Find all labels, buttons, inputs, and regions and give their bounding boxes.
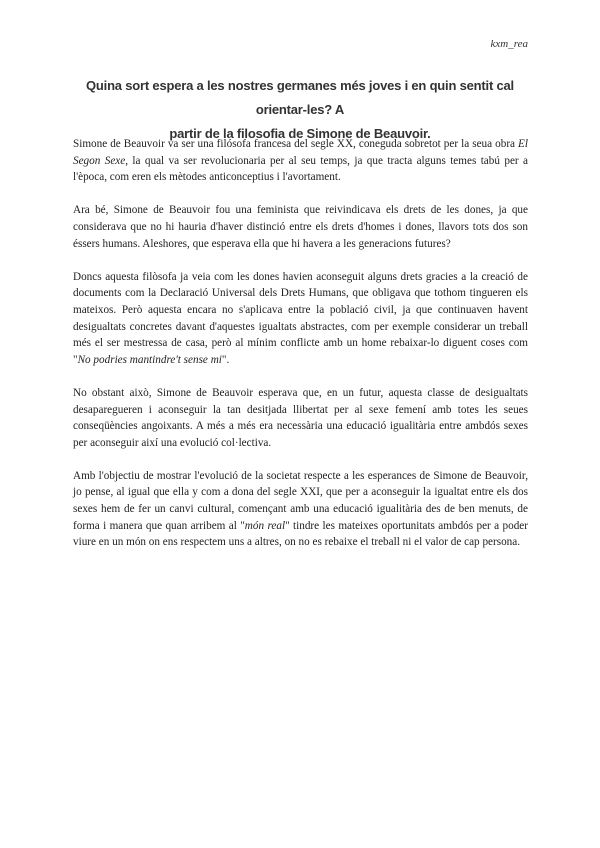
- paragraph-3-text-b: ".: [221, 353, 230, 366]
- header-tag: kxm_rea: [490, 38, 528, 50]
- paragraph-1-text-b: , la qual va ser revolucionaria per al seu temps, ja que tracta alguns temes tabú per a l'època, com eren els mètodes anticonceptius i l'avortament.: [73, 154, 528, 184]
- title-line-1: Quina sort espera a les nostres germanes més joves i en quin sentit cal orientar-les? A: [86, 78, 514, 117]
- quote-no-podries: No podries mantindre't sense mi: [77, 353, 222, 366]
- paragraph-5-text-b: " tindre les mateixes oportunitats ambdós per a poder viure en un món on ens respectem uns a altres, on no es rebaixe el treball ni el valor de cap persona.: [73, 519, 528, 549]
- quote-mon-real: món real: [244, 519, 286, 532]
- paragraph-1-text-a: Simone de Beauvoir va ser una filósofa francesa del segle XX, coneguda sobretot per la seua obra: [73, 138, 519, 150]
- paragraph-5: [73, 468, 528, 551]
- paragraph-2: Ara bé, Simone de Beauvoir fou una feminista que reivindicava els drets de les dones, ja que considerava que no hi hauria d'haver distinció entre els drets d'homes i dones, llavors tots dos son éssers humans. Aleshores, que esperava ella que hi havera a les generacions futures?: [73, 204, 528, 250]
- paragraph-4: No obstant això, Simone de Beauvoir esperava que, en un futur, aquesta classe de desigualtats desaparegueren i aconseguir la tan desitjada llibertat per al sexe femení amb totes les seues conseqüències angoixants. A més a més era necessària una educació igualitària entre ambdós sexes per aconseguir així una evolució col·lectiva.: [73, 386, 528, 449]
- paragraph-3: [73, 269, 528, 369]
- paragraph-1: [73, 136, 528, 186]
- paragraph-5-text-a: Amb l'objectiu de mostrar l'evolució de la societat respecte a les esperances de Simone de Beauvoir, jo pense, al igual que ella y com a dona del segle XXI, que per a aconseguir la igualtat entre els dos sexes hem de fer un canvi cultural, començant amb una educació igualitària des de ben menuts, de forma i manera que quan arribem al ": [73, 469, 528, 532]
- book-title-el-segon-sexe: El Segon Sexe: [73, 138, 528, 167]
- document-body: [73, 136, 528, 567]
- paragraph-3-text-a: Doncs aquesta filòsofa ja veia com les dones havien aconseguit alguns drets gracies a la creació de documents com la Declaració Universal dels Drets Humans, que obligava que tothom tingueren els mateixos. Però aquesta encara no s'aplicava entre la població civil, ja que continuaven havent desigualtats concretes davant d'aquestes igualtats abstractes, com per exemple considerar un treball més el ser mestressa de casa, però al mínim conflicte amb un home rebaixar-lo diguent coses com ": [73, 270, 528, 366]
- title-line-2: partir de la filosofia de Simone de Beauvoir.: [169, 126, 431, 141]
